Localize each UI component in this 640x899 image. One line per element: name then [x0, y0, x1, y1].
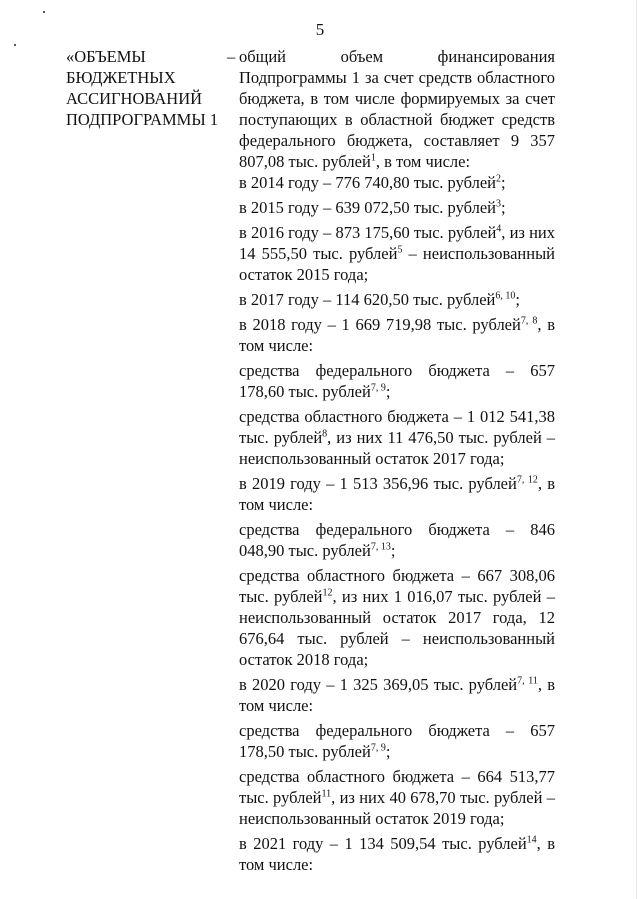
section-label-line: ПОДПРОГРАММЫ 1 — [66, 110, 219, 129]
dash-separator: – — [227, 47, 236, 66]
funding-year-2017: в 2017 году – 114 620,50 тыс. рублей$^{6, 10}$; — [239, 290, 520, 309]
section-label-line: БЮДЖЕТНЫХ — [66, 68, 176, 87]
funding-description — [239, 46, 555, 875]
funding-year-2020: в 2020 году – 1 325 369,05 тыс. рублей$^{7, 11}$, в том числе: — [239, 675, 555, 715]
funding-year-2016: в 2016 году – 873 175,60 тыс. рублей$^4$, из них 14 555,50 тыс. рублей$^5$ – неиспользованный остаток 2015 года; — [239, 223, 556, 284]
scan-edge — [636, 0, 637, 899]
section-label-line: АССИГНОВАНИЙ — [66, 89, 203, 108]
funding-2018-regional: средства областного бюджета – 1 012 541,38 тыс. рублей$^8$, из них 11 476,50 тыс. рублей – неиспользованный остаток 2017 года; — [239, 407, 556, 468]
funding-2020-regional: средства областного бюджета – 664 513,77 тыс. рублей$^{11}$, из них 40 678,70 тыс. рублей – неиспользованный остаток 2019 года; — [239, 767, 555, 828]
funding-total-paragraph: общий объем финансирования Подпрограммы 1 за счет средств областного бюджета, в том числе формируемых за счет поступающих в областной бюджет средств федерального бюджета, составляет 9 357 807,08 тыс. рублей$^1$, в том числе: — [239, 47, 555, 171]
page-number: 5 — [315, 20, 325, 39]
funding-2020-federal: средства федерального бюджета – 657 178,50 тыс. рублей$^{7, 9}$; — [239, 721, 555, 761]
funding-year-2018: в 2018 году – 1 669 719,98 тыс. рублей$^{7, 8}$, в том числе: — [239, 315, 556, 355]
funding-2019-regional: средства областного бюджета – 667 308,06 тыс. рублей$^{12}$, из них 1 016,07 тыс. рублей – неиспользованный остаток 2017 года, 12 676,64 тыс. рублей – неиспользованный остаток 2018 года; — [239, 566, 555, 669]
funding-year-2014: в 2014 году – 776 740,80 тыс. рублей$^2$; — [239, 173, 506, 192]
section-label — [66, 46, 226, 130]
funding-year-2015: в 2015 году – 639 072,50 тыс. рублей$^3$; — [239, 198, 506, 217]
funding-2018-federal: средства федерального бюджета – 657 178,60 тыс. рублей$^{7, 9}$; — [239, 361, 555, 401]
funding-year-2019: в 2019 году – 1 513 356,96 тыс. рублей$^{7, 12}$, в том числе: — [239, 474, 556, 514]
funding-2019-federal: средства федерального бюджета – 846 048,90 тыс. рублей$^{7, 13}$; — [239, 520, 555, 560]
funding-year-2021: в 2021 году – 1 134 509,54 тыс. рублей$^{14}$, в том числе: — [239, 834, 555, 874]
scan-speck — [43, 11, 45, 13]
scan-speck — [14, 44, 16, 46]
section-label-line: «ОБЪЕМЫ — [66, 47, 146, 66]
